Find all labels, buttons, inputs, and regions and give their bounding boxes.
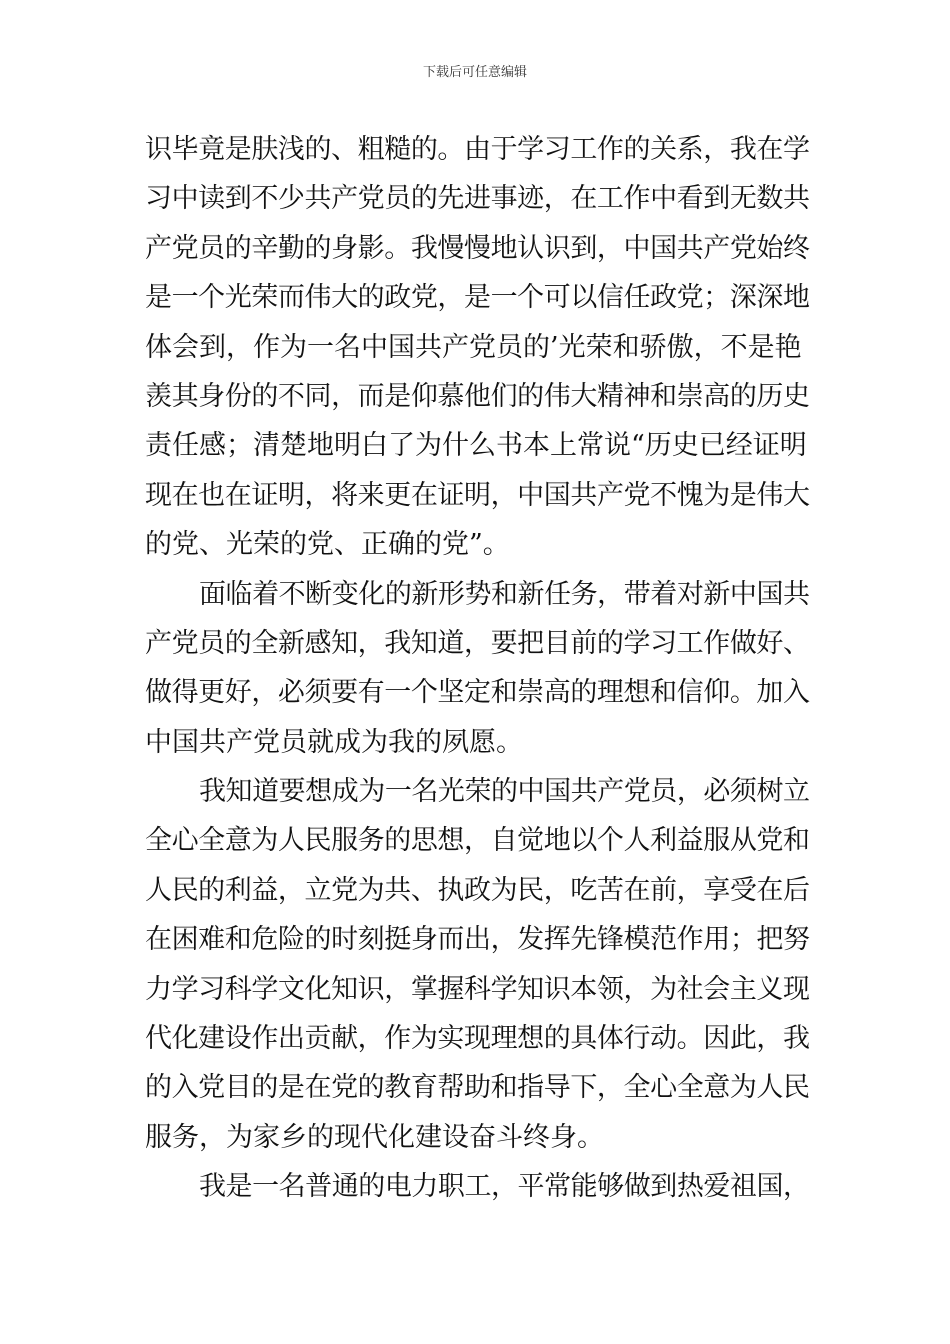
text-line: 在困难和危险的时刻挺身而出，发挥先锋模范作用；把努 xyxy=(145,924,810,956)
text-line: 做得更好，必须要有一个坚定和崇高的理想和信仰。加入 xyxy=(145,677,810,709)
text-line: 的入党目的是在党的教育帮助和指导下，全心全意为人民 xyxy=(145,1072,810,1104)
paragraph-first-line: 我是一名普通的电力职工，平常能够做到热爱祖国， xyxy=(199,1171,810,1203)
text-line: 力学习科学文化知识，掌握科学知识本领，为社会主义现 xyxy=(145,973,810,1005)
text-line: 服务，为家乡的现代化建设奋斗终身。 xyxy=(145,1121,604,1153)
paragraph-first-line: 面临着不断变化的新形势和新任务，带着对新中国共 xyxy=(199,578,810,610)
text-line: 习中读到不少共产党员的先进事迹，在工作中看到无数共 xyxy=(145,183,810,215)
text-line: 现在也在证明，将来更在证明，中国共产党不愧为是伟大 xyxy=(145,479,810,511)
paragraph-first-line: 我知道要想成为一名光荣的中国共产党员，必须树立 xyxy=(199,776,810,808)
page-header: 下载后可任意编辑 xyxy=(422,65,527,80)
text-line: 全心全意为人民服务的思想，自觉地以个人利益服从党和 xyxy=(145,825,810,857)
text-line: 责任感；清楚地明白了为什么书本上常说“历史已经证明 xyxy=(145,430,807,462)
text-line: 人民的利益，立党为共、执政为民，吃苦在前，享受在后 xyxy=(145,874,810,906)
text-line: 羡其身份的不同，而是仰慕他们的伟大精神和崇高的历史 xyxy=(145,380,810,412)
text-line: 代化建设作出贡献，作为实现理想的具体行动。因此，我 xyxy=(145,1023,810,1055)
text-line: 产党员的全新感知，我知道，要把目前的学习工作做好、 xyxy=(145,627,810,659)
text-line: 的党、光荣的党、正确的党”。 xyxy=(145,529,510,561)
text-line: 体会到，作为一名中国共产党员的’光荣和骄傲，不是艳 xyxy=(145,331,802,363)
text-line: 中国共产党员就成为我的夙愿。 xyxy=(145,726,523,758)
text-line: 是一个光荣而伟大的政党，是一个可以信任政党；深深地 xyxy=(145,282,810,314)
text-line: 产党员的辛勤的身影。我慢慢地认识到，中国共产党始终 xyxy=(145,232,810,264)
document-body xyxy=(145,125,810,1212)
text-line: 识毕竟是肤浅的、粗糙的。由于学习工作的关系，我在学 xyxy=(145,134,810,165)
